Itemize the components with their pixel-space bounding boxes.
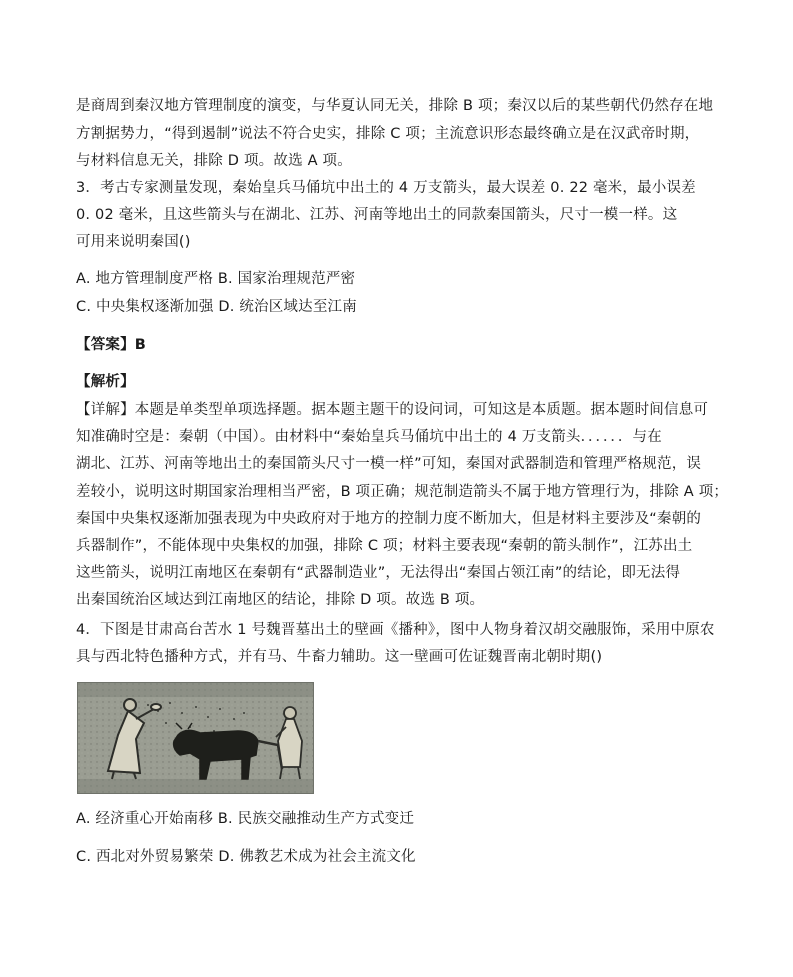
q4-options-ab: A. 经济重心开始南移 B. 民族交融推动生产方式变迁 [76,811,415,827]
q4-stem-line-1: 4．下图是甘肃高台苦水 1 号魏晋墓出土的壁画《播种》，图中人物身着汉胡交融服饰，采用中原农 [76,622,715,638]
q3-answer: 【答案】B [76,337,147,353]
prev-analysis-line-1: 是商周到秦汉地方管理制度的演变，与华夏认同无关，排除 B 项；秦汉以后的某些朝代仍然存在地 [76,98,714,114]
q4-stem-line-2: 具与西北特色播种方式，并有马、牛畜力辅助。这一壁画可佐证魏晋南北朝时期() [76,649,603,665]
q3-analysis-line-7: 这些箭头，说明江南地区在秦朝有“武器制造业”，无法得出“秦国占领江南”的结论，即无法得 [76,565,681,581]
q3-analysis-line-4: 差较小，说明这时期国家治理相当严密，B 项正确；规范制造箭头不属于地方管理行为，排除 A 项； [76,484,729,500]
q3-stem-line-1: 3．考古专家测量发现，秦始皇兵马俑坑中出土的 4 万支箭头，最大误差 0. 22 毫米，最小误差 [76,180,696,196]
q3-options-ab: A. 地方管理制度严格 B. 国家治理规范严密 [76,271,356,287]
prev-analysis-line-2: 方割据势力，“得到遏制”说法不符合史实，排除 C 项；主流意识形态最终确立是在汉武帝时期， [76,126,700,142]
q3-analysis-heading: 【解析】 [76,374,135,390]
q3-stem-line-3: 可用来说明秦国() [76,234,191,250]
q3-analysis-line-5: 秦国中央集权逐渐加强表现为中央政府对于地方的控制力度不断加大，但是材料主要涉及“秦朝的 [76,511,702,527]
q3-analysis-line-3: 湖北、江苏、河南等地出土的秦国箭头尺寸一模一样”可知，秦国对武器制造和管理严格规范，误 [76,456,702,472]
q3-stem-line-2: 0. 02 毫米，且这些箭头与在湖北、江苏、河南等地出土的同款秦国箭头，尺寸一模一样。这 [76,207,678,223]
q4-options-cd: C. 西北对外贸易繁荣 D. 佛教艺术成为社会主流文化 [76,849,416,865]
prev-analysis-line-3: 与材料信息无关，排除 D 项。故选 A 项。 [76,153,352,169]
q3-options-cd: C. 中央集权逐渐加强 D. 统治区域达至江南 [76,299,357,315]
mural-drawing [78,683,313,793]
q3-analysis-line-2: 知准确时空是：秦朝（中国）。由材料中“秦始皇兵马俑坑中出土的 4 万支箭头．．．．．．与在 [76,429,662,445]
mural-painting-image [77,682,314,794]
q3-analysis-line-1: 【详解】本题是单类型单项选择题。据本题主题干的设问词，可知这是本质题。据本题时间信息可 [76,402,709,418]
q3-analysis-line-6: 兵器制作”，不能体现中央集权的加强，排除 C 项；材料主要表现“秦朝的箭头制作”，江苏出土 [76,538,693,554]
q3-analysis-line-8: 出秦国统治区域达到江南地区的结论，排除 D 项。故选 B 项。 [76,592,485,608]
